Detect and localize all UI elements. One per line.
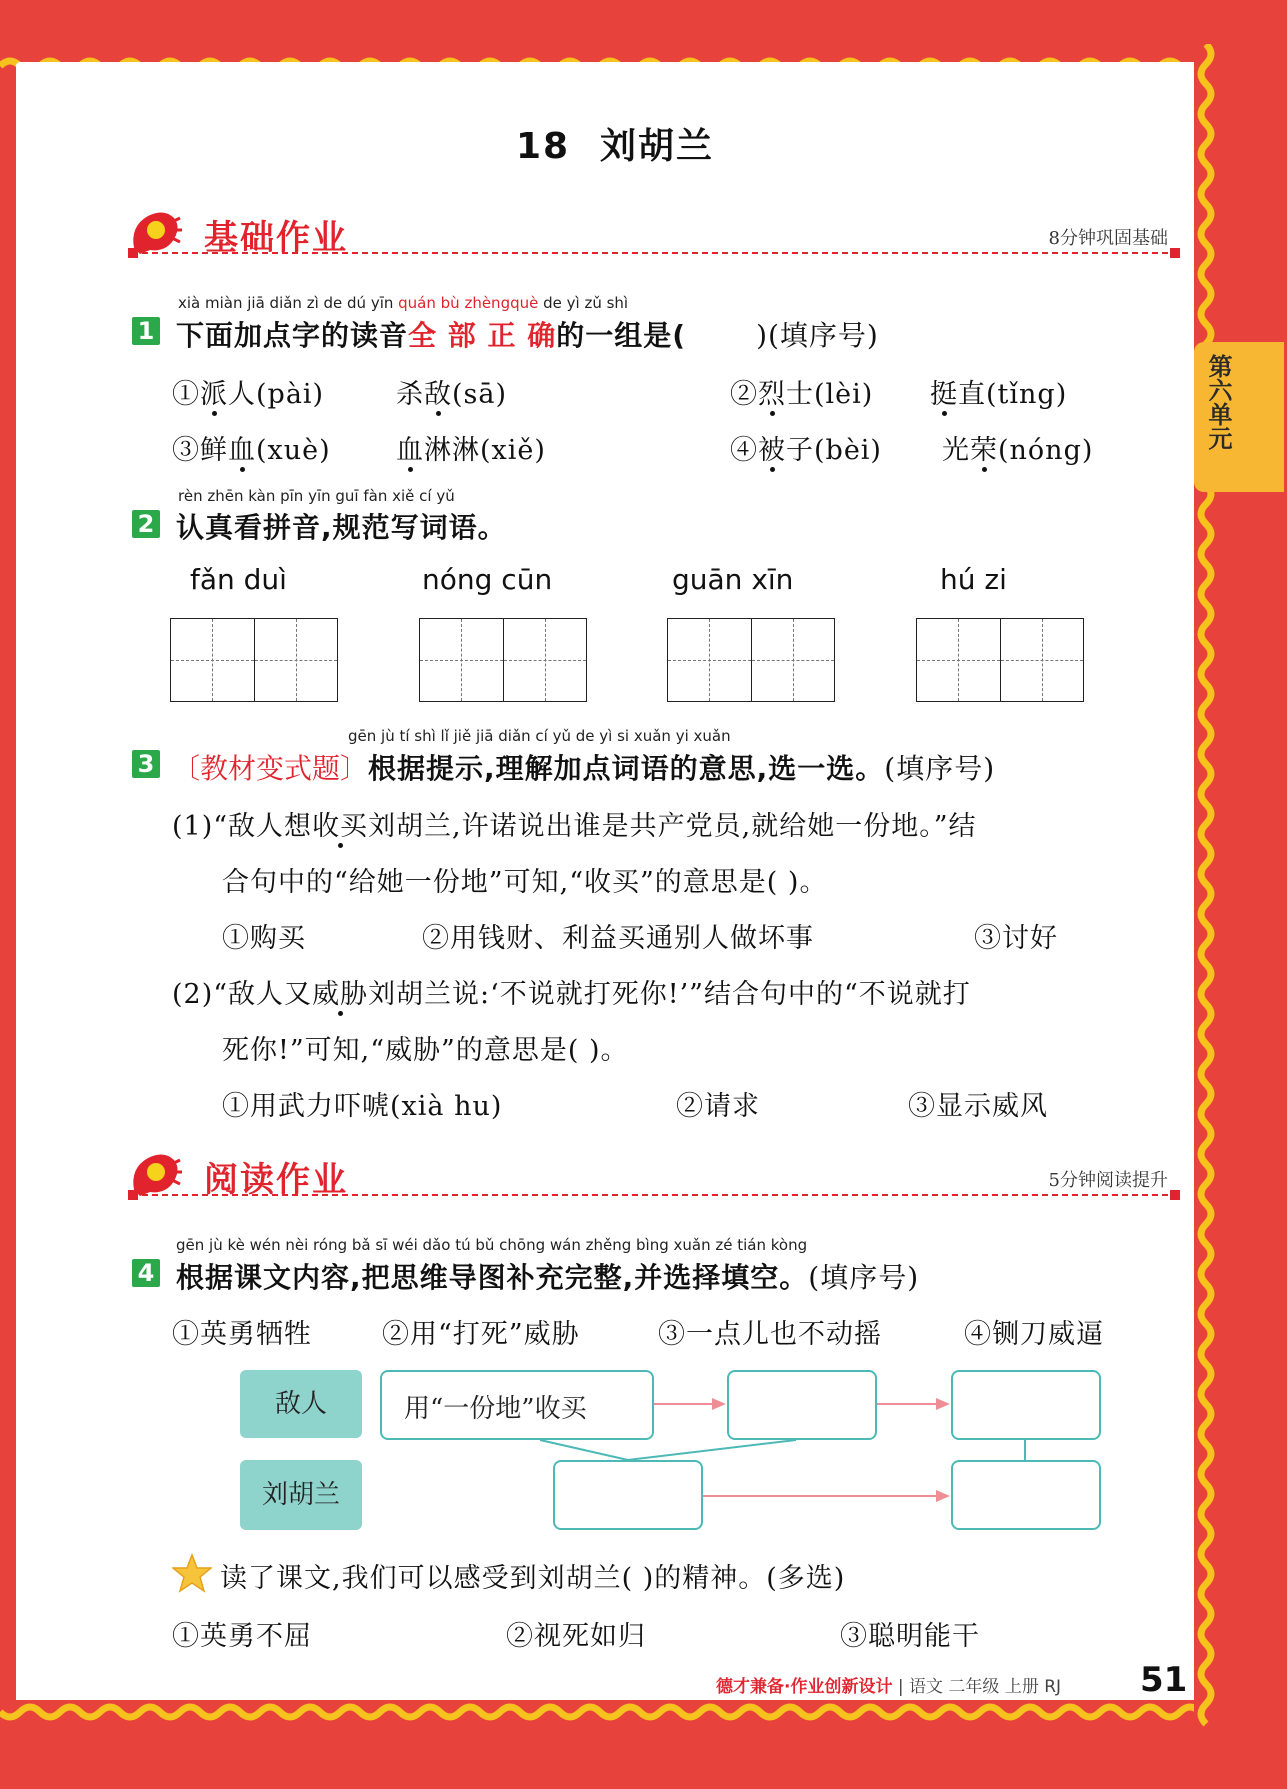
page-footer <box>716 1672 1061 1697</box>
q3-pinyin: gēn jù tí shì lǐ jiě jiā diǎn cí yǔ de yì si xuǎn yi xuǎn <box>348 727 731 745</box>
q3-textbook-tag: 〔教材变式题〕 <box>172 752 369 785</box>
mind-map-blank-1[interactable] <box>727 1370 877 1440</box>
q3-part2-line1: (2)“敌人又威胁刘胡兰说:‘不说就打死你!’”结合句中的“不说就打 <box>172 979 971 1010</box>
q1-option-4b: 光荣(nóng) <box>942 435 1094 466</box>
q4-star-option-3[interactable]: ③聪明能干 <box>840 1621 980 1652</box>
mind-map-blank-2[interactable] <box>951 1370 1101 1440</box>
unit-side-tab-label: 第六单元 <box>1204 354 1232 450</box>
q1-question: 下面加点字的读音全 部 正 确的一组是( )(填序号) <box>176 319 879 352</box>
q3-part1-option-1[interactable]: ①购买 <box>222 923 306 954</box>
page-number: 51 <box>1140 1660 1188 1700</box>
q2-word-2-pinyin: nóng cūn <box>422 563 553 596</box>
mind-map-box-buyoff-text: 用“一份地”收买 <box>404 1394 587 1424</box>
q2-number: 2 <box>132 510 160 538</box>
q3-part1-option-2[interactable]: ②用钱财、利益买通别人做坏事 <box>422 923 814 954</box>
section-reading-label: 阅读作业 <box>204 1160 348 1200</box>
q3-part1-line1: (1)“敌人想收买刘胡兰,许诺说出谁是共产党员,就给她一份地。”结 <box>172 811 977 842</box>
q4-star-option-2[interactable]: ②视死如归 <box>506 1621 646 1652</box>
q1-option-1[interactable]: ①派人(pài) <box>172 379 325 410</box>
section-basic-header <box>128 208 1178 256</box>
q3-part2-option-2[interactable]: ②请求 <box>676 1091 760 1122</box>
q4-star-question: 读了课文,我们可以感受到刘胡兰( )的精神。(多选) <box>220 1563 846 1594</box>
mind-map-hero-label: 刘胡兰 <box>240 1460 362 1530</box>
q2-word-4-pinyin: hú zi <box>940 563 1007 596</box>
q3-part2-line2: 死你!”可知,“威胁”的意思是( )。 <box>222 1035 629 1066</box>
section-reading-header <box>128 1150 1178 1198</box>
q2-writing-grid-3[interactable] <box>667 618 835 702</box>
q3-part2-option-1[interactable]: ①用武力吓唬(xià hu) <box>222 1091 503 1122</box>
q4-choice-1[interactable]: ①英勇牺牲 <box>172 1319 312 1350</box>
q3-question: 〔教材变式题〕根据提示,理解加点词语的意思,选一选。(填序号) <box>172 752 996 785</box>
q2-writing-grid-4[interactable] <box>916 618 1084 702</box>
section-basic-hint: 8分钟巩固基础 <box>1048 228 1168 249</box>
section-divider <box>132 1194 1178 1196</box>
section-divider <box>132 252 1178 254</box>
q1-number: 1 <box>132 317 160 345</box>
q4-number: 4 <box>132 1259 160 1287</box>
mind-map-blank-4[interactable] <box>951 1460 1101 1530</box>
q2-word-3-pinyin: guān xīn <box>672 563 794 596</box>
q3-part1-option-3[interactable]: ③讨好 <box>974 923 1058 954</box>
q2-question: 认真看拼音,规范写词语。 <box>176 511 507 544</box>
q4-star-option-1[interactable]: ①英勇不屈 <box>172 1621 312 1652</box>
q4-choice-3[interactable]: ③一点儿也不动摇 <box>658 1319 882 1350</box>
unit-side-tab[interactable] <box>1194 342 1284 492</box>
q3-part1-line2: 合句中的“给她一份地”可知,“收买”的意思是( )。 <box>222 867 828 898</box>
q1-option-4[interactable]: ④被子(bèi) <box>730 435 882 466</box>
star-icon <box>172 1553 212 1593</box>
section-basic-label: 基础作业 <box>204 218 348 258</box>
footer-brand: 德才兼备·作业创新设计 <box>716 1677 893 1697</box>
wave-border-bottom <box>0 1700 1230 1734</box>
q2-word-1-pinyin: fǎn duì <box>190 563 287 596</box>
mind-map-enemy-label: 敌人 <box>240 1370 362 1438</box>
q1-option-1b: 杀敌(sā) <box>396 379 508 410</box>
lesson-number: 18 <box>515 126 571 167</box>
q4-choice-4[interactable]: ④铡刀威逼 <box>964 1319 1104 1350</box>
lesson-name: 刘胡兰 <box>600 126 715 167</box>
q1-option-2b: 挺直(tǐng) <box>930 379 1068 410</box>
q1-pinyin: xià miàn jiā diǎn zì de dú yīn quán bù zhèngquè de yì zǔ shì <box>178 294 629 312</box>
lesson-title <box>0 118 1230 169</box>
q3-part2-option-3[interactable]: ③显示威风 <box>908 1091 1048 1122</box>
q2-pinyin: rèn zhēn kàn pīn yīn guī fàn xiě cí yǔ <box>178 487 455 505</box>
footer-book-info: | 语文 二年级 上册 RJ <box>897 1677 1062 1697</box>
section-reading-hint: 5分钟阅读提升 <box>1048 1170 1168 1191</box>
q2-writing-grid-1[interactable] <box>170 618 338 702</box>
q1-option-3[interactable]: ③鲜血(xuè) <box>172 435 331 466</box>
q2-writing-grid-2[interactable] <box>419 618 587 702</box>
q4-choice-2[interactable]: ②用“打死”威胁 <box>382 1319 580 1350</box>
mind-map-blank-3[interactable] <box>553 1460 703 1530</box>
q1-option-2[interactable]: ②烈士(lèi) <box>730 379 874 410</box>
q1-option-3b: 血淋淋(xiě) <box>396 435 546 466</box>
q3-number: 3 <box>132 750 160 778</box>
q4-pinyin: gēn jù kè wén nèi róng bǎ sī wéi dǎo tú bǔ chōng wán zhěng bìng xuǎn zé tián kòng <box>176 1236 808 1254</box>
wave-border-right <box>1194 44 1228 1734</box>
q4-question: 根据课文内容,把思维导图补充完整,并选择填空。(填序号) <box>176 1261 920 1294</box>
